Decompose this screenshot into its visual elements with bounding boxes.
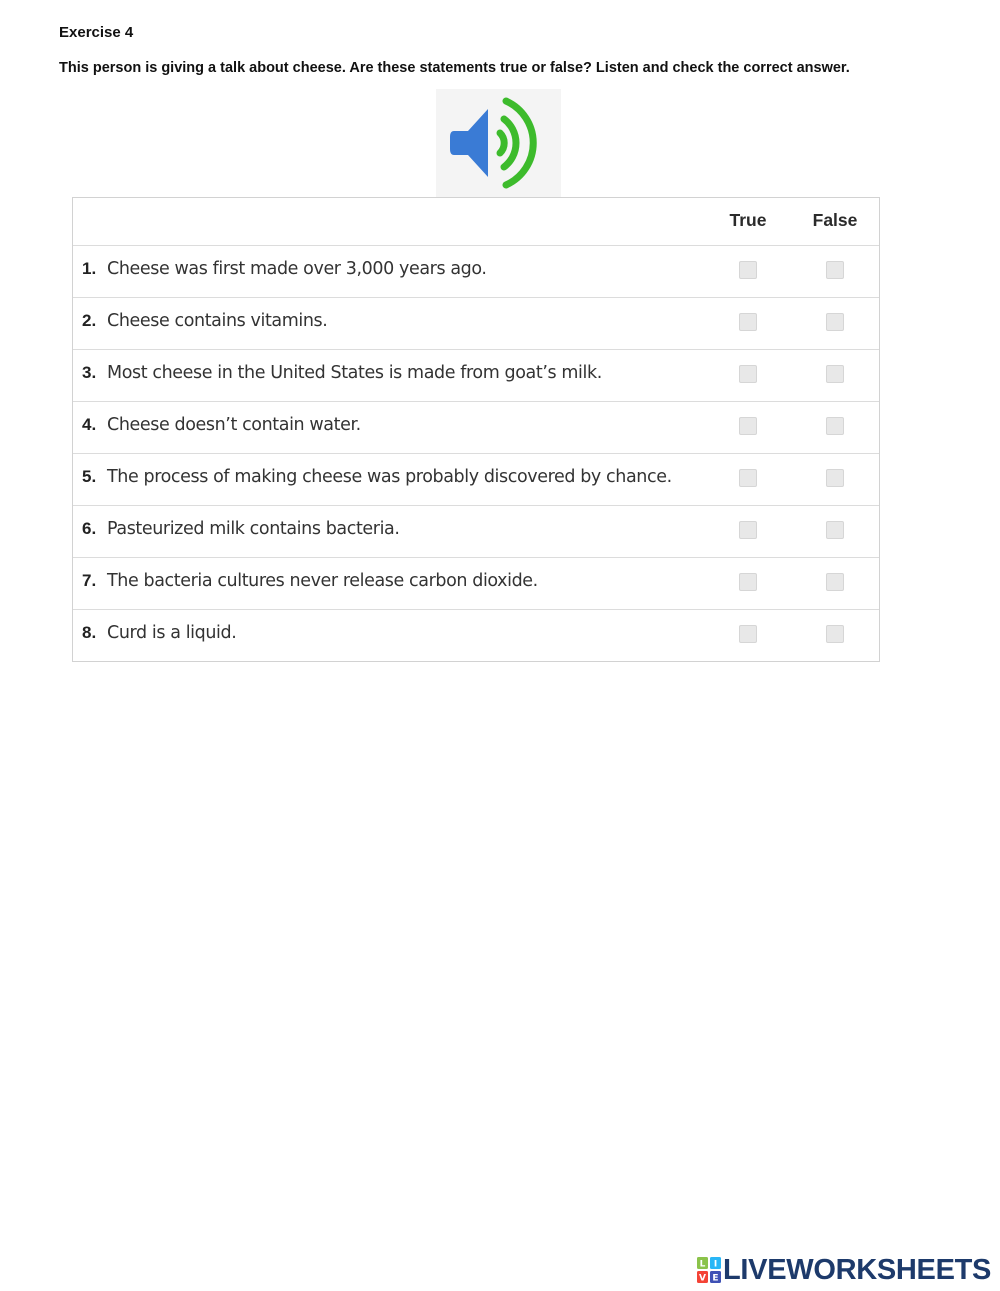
- question-number: 3.: [82, 363, 97, 382]
- audio-play-button[interactable]: [436, 89, 561, 197]
- false-checkbox[interactable]: [826, 573, 844, 591]
- exercise-title: Exercise 4: [59, 24, 134, 41]
- brand-name: LIVEWORKSHEETS: [723, 1254, 992, 1286]
- svg-text:L: L: [699, 1259, 706, 1270]
- question-text: Pasteurized milk contains bacteria.: [107, 519, 400, 539]
- svg-text:E: E: [712, 1273, 719, 1283]
- question-number: 6.: [82, 519, 97, 538]
- exercise-instruction: This person is giving a talk about cheese. Are these statements true or false? Listen and check the correct answer.: [59, 60, 850, 76]
- question-row-6: [73, 506, 879, 558]
- question-row-1: [73, 246, 879, 298]
- svg-text:V: V: [699, 1273, 706, 1283]
- question-text: Cheese contains vitamins.: [107, 311, 328, 331]
- false-checkbox[interactable]: [826, 521, 844, 539]
- question-number: 2.: [82, 311, 97, 330]
- question-text: Curd is a liquid.: [107, 623, 237, 643]
- speaker-icon: [436, 89, 561, 197]
- question-number: 1.: [82, 259, 97, 278]
- question-text: The bacteria cultures never release carbon dioxide.: [107, 571, 538, 591]
- question-row-7: [73, 558, 879, 610]
- true-checkbox[interactable]: [739, 469, 757, 487]
- true-checkbox[interactable]: [739, 261, 757, 279]
- question-row-8: [73, 610, 879, 661]
- question-text: Cheese doesn’t contain water.: [107, 415, 361, 435]
- question-text: The process of making cheese was probably discovered by chance.: [107, 467, 672, 487]
- true-checkbox[interactable]: [739, 573, 757, 591]
- false-checkbox[interactable]: [826, 625, 844, 643]
- question-row-3: [73, 350, 879, 402]
- true-checkbox[interactable]: [739, 313, 757, 331]
- false-checkbox[interactable]: [826, 417, 844, 435]
- question-number: 4.: [82, 415, 97, 434]
- true-checkbox[interactable]: [739, 417, 757, 435]
- false-column-header: False: [812, 210, 858, 230]
- question-number: 5.: [82, 467, 97, 486]
- false-checkbox[interactable]: [826, 365, 844, 383]
- true-checkbox[interactable]: [739, 625, 757, 643]
- true-checkbox[interactable]: [739, 365, 757, 383]
- question-text: Most cheese in the United States is made from goat’s milk.: [107, 363, 602, 383]
- false-checkbox[interactable]: [826, 469, 844, 487]
- true-false-table: [72, 197, 880, 662]
- question-number: 7.: [82, 571, 97, 590]
- svg-text:I: I: [713, 1259, 718, 1270]
- question-row-2: [73, 298, 879, 350]
- liveworksheets-logo-icon: [697, 1257, 721, 1283]
- table-header: [73, 198, 879, 246]
- question-number: 8.: [82, 623, 97, 642]
- true-column-header: True: [729, 210, 767, 230]
- false-checkbox[interactable]: [826, 261, 844, 279]
- liveworksheets-brand: [697, 1255, 991, 1285]
- question-row-5: [73, 454, 879, 506]
- false-checkbox[interactable]: [826, 313, 844, 331]
- true-checkbox[interactable]: [739, 521, 757, 539]
- question-text: Cheese was first made over 3,000 years ago.: [107, 259, 487, 279]
- question-row-4: [73, 402, 879, 454]
